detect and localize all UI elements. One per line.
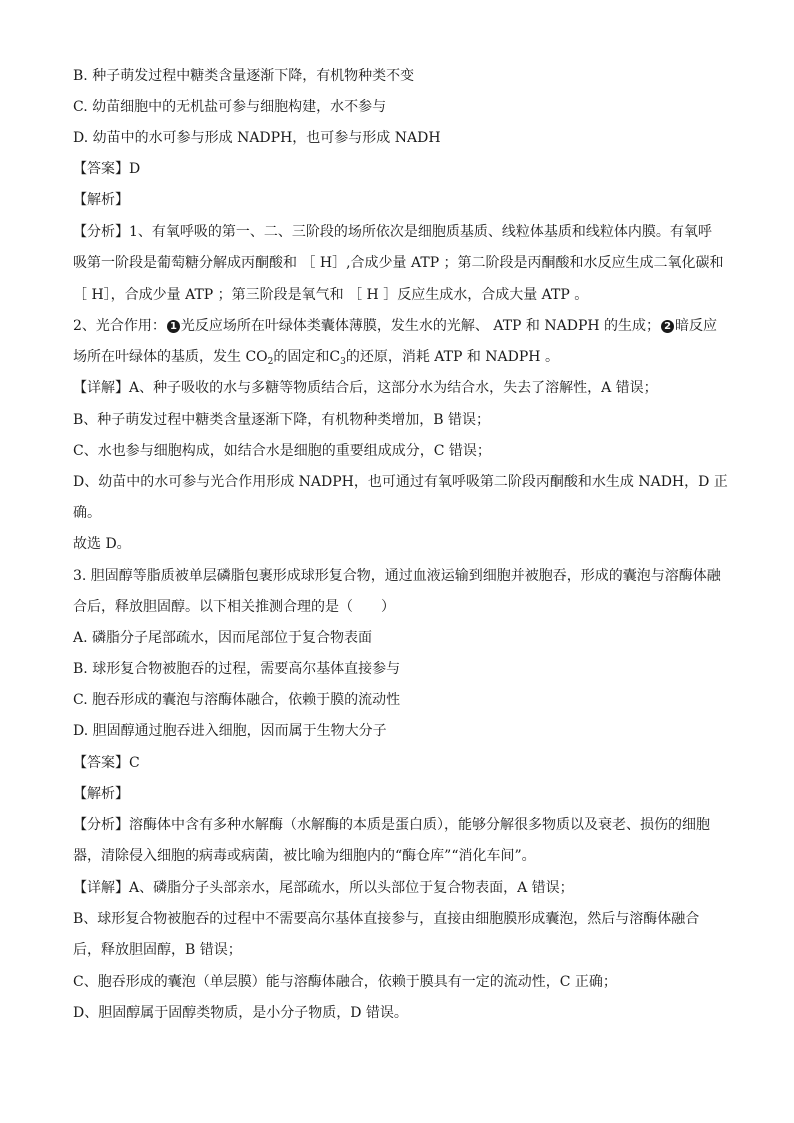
option-b: B. 种子萌发过程中糖类含量逐渐下降，有机物种类不变 [73, 68, 415, 84]
analysis-text: 2、光合作用： 1 光反应场所在叶绿体类囊体薄膜，发生水的光解、 ATP 和 NADPH 的生成； 2 暗反应 [73, 318, 718, 334]
analysis-text: 吸第一阶段是葡萄糖分解成丙酮酸和 ［ H］,合成少量 ATP ；第二阶段是丙酮酸和水反应生成二氧化碳和 [73, 255, 724, 271]
option-b: B. 球形复合物被胞吞的过程，需要高尔基体直接参与 [73, 661, 401, 677]
detail-text: 后，释放胆固醇，B 错误； [73, 942, 242, 958]
option-d: D. 胆固醇通过胞吞进入细胞，因而属于生物大分子 [73, 723, 387, 739]
option-d: D. 幼苗中的水可参与形成 NADPH，也可参与形成 NADH [73, 130, 441, 146]
analysis-heading: 【解析】 [73, 192, 129, 208]
subscript: 3 [340, 357, 346, 367]
detail-text: D、幼苗中的水可参与光合作用形成 NADPH，也可通过有氧呼吸第二阶段丙酮酸和水生成 NADH，D 正 [73, 474, 728, 490]
detail-text: D、胆固醇属于固醇类物质，是小分子物质，D 错误。 [73, 1005, 408, 1021]
analysis-text: ［ H］，合成少量 ATP ；第三阶段是氧气和 ［ H ］反应生成水，合成大量 ATP 。 [73, 287, 589, 303]
detail-text: C、胞吞形成的囊泡（单层膜）能与溶酶体融合，依赖于膜具有一定的流动性，C 正确； [73, 974, 617, 990]
answer-line: 【答案】D [73, 161, 141, 177]
detail-text: 确。 [73, 505, 101, 521]
analysis-text: 器，清除侵入细胞的病毒或病菌，被比喻为细胞内的“酶仓库”“消化车间”。 [73, 848, 536, 864]
conclusion: 故选 D。 [73, 536, 131, 552]
analysis-text: 【分析】1、有氧呼吸的第一、二、三阶段的场所依次是细胞质基质、线粒体基质和线粒体内膜。有氧呼 [73, 224, 712, 240]
circled-number-2: 2 [661, 320, 674, 333]
analysis-heading: 【解析】 [73, 786, 129, 802]
option-a: A. 磷脂分子尾部疏水，因而尾部位于复合物表面 [73, 630, 373, 646]
detail-text: B、种子萌发过程中糖类含量逐渐下降，有机物种类增加，B 错误； [73, 412, 491, 428]
option-c: C. 胞吞形成的囊泡与溶酶体融合，依赖于膜的流动性 [73, 692, 401, 708]
analysis-text: 【分析】溶酶体中含有多种水解酶（水解酶的本质是蛋白质），能够分解很多物质以及衰老、损伤的细胞 [73, 817, 710, 833]
answer-line: 【答案】C [73, 755, 140, 771]
detail-text: B、球形复合物被胞吞的过程中不需要高尔基体直接参与，直接由细胞膜形成囊泡，然后与溶酶体融合 [73, 911, 700, 927]
question-3: 3. 胆固醇等脂质被单层磷脂包裹形成球形复合物，通过血液运输到细胞并被胞吞，形成的囊泡与溶酶体融 [73, 568, 721, 584]
detail-text: C、水也参与细胞构成，如结合水是细胞的重要组成成分，C 错误； [73, 443, 491, 459]
circled-number-1: 1 [167, 320, 180, 333]
detail-text: 【详解】A、种子吸收的水与多糖等物质结合后，这部分水为结合水，失去了溶解性，A 错误； [73, 380, 658, 396]
question-3: 合后，释放胆固醇。以下相关推测合理的是（ ） [73, 599, 395, 615]
subscript: 2 [267, 357, 274, 367]
option-c: C. 幼苗细胞中的无机盐可参与细胞构建，水不参与 [73, 99, 387, 115]
detail-text: 【详解】A、磷脂分子头部亲水，尾部疏水，所以头部位于复合物表面，A 错误； [73, 880, 574, 896]
analysis-text: 场所在叶绿体的基质，发生 $CO_2$的固定和$C_3$的还原，消耗 ATP 和 NADPH 。 [73, 349, 559, 367]
